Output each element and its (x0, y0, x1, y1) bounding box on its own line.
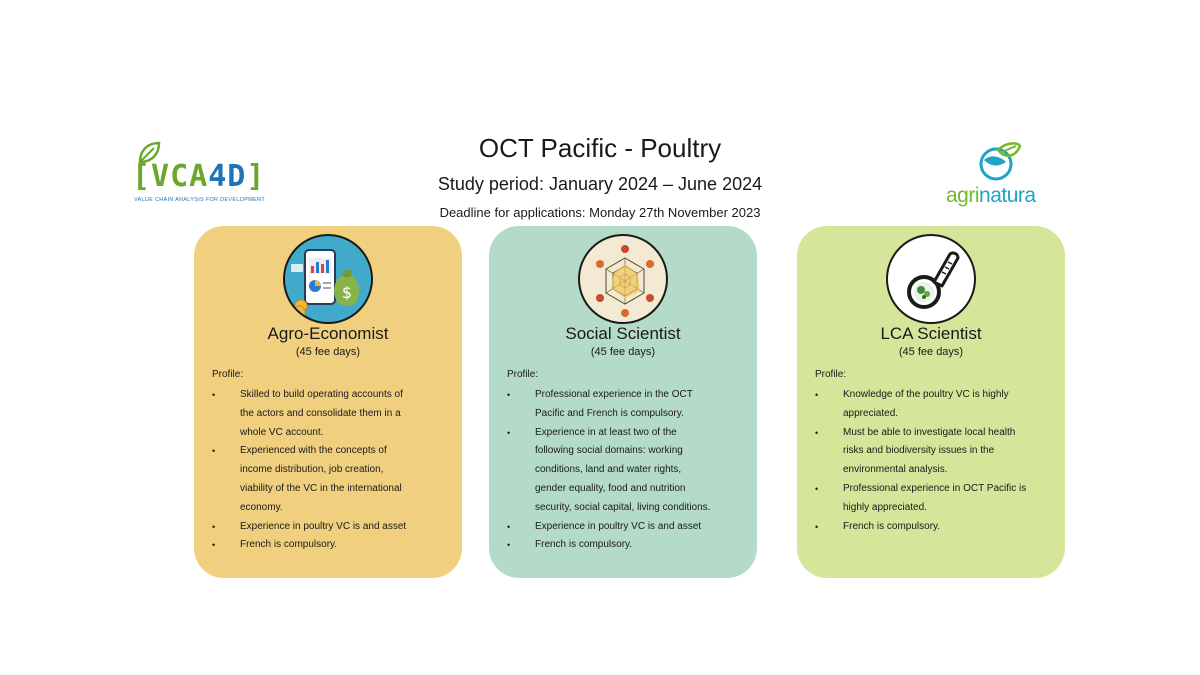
vca4d-logo (132, 140, 272, 210)
vca4d-tagline: VALUE CHAIN ANALYSIS FOR DEVELOPMENT (134, 197, 266, 203)
list-item: economy. (240, 501, 283, 513)
svg-text:$: $ (341, 283, 353, 302)
profile-label: Profile: (507, 369, 539, 380)
agrinatura-wordmark: agrinatura (946, 184, 1036, 207)
agrinatura-logo (940, 140, 1050, 212)
list-item: environmental analysis. (843, 464, 948, 476)
clipped-subtitle (0, 118, 1200, 128)
list-item: • Experience in poultry VC is and asset (212, 518, 432, 537)
card-social-scientist (489, 226, 757, 578)
radar-chart-icon (578, 234, 668, 324)
list-item: income distribution, job creation, (240, 464, 384, 476)
list-item: appreciated. (843, 407, 899, 419)
list-item: • French is compulsory. (507, 536, 727, 555)
finance-dashboard-icon (283, 234, 373, 324)
list-item: whole VC account. (240, 426, 324, 438)
fee-days: (45 fee days) (898, 346, 964, 358)
fee-days: (45 fee days) (590, 346, 656, 358)
study-period: Study period: January 2024 – June 2024 (437, 174, 763, 194)
application-deadline: Deadline for applications: Monday 27th November 2023 (439, 205, 761, 220)
profile-list (815, 386, 1035, 536)
list-item: gender equality, food and nutrition (535, 482, 686, 494)
profile-label: Profile: (815, 369, 847, 380)
list-item: • Professional experience in the OCT (507, 386, 727, 405)
list-item: viability of the VC in the international (240, 482, 402, 494)
profile-label: Profile: (212, 369, 244, 380)
role-title: Social Scientist (565, 324, 681, 343)
fee-days: (45 fee days) (295, 346, 361, 358)
profile-list (212, 386, 432, 555)
role-title: Agro-Economist (267, 324, 389, 343)
leaf-globe-icon (976, 140, 1022, 184)
card-lca-scientist (797, 226, 1065, 578)
list-item: following social domains: working (535, 445, 683, 457)
list-item: • Experienced with the concepts of (212, 442, 432, 461)
list-item: • Professional experience in OCT Pacific is (815, 480, 1035, 499)
list-item: • French is compulsory. (815, 518, 1035, 537)
card-agro-economist (194, 226, 462, 578)
list-item: highly appreciated. (843, 501, 927, 513)
profile-list (507, 386, 727, 555)
page-title: OCT Pacific - Poultry (478, 133, 722, 163)
list-item: security, social capital, living conditions. (535, 501, 711, 513)
list-item: Pacific and French is compulsory. (535, 407, 684, 419)
list-item: • French is compulsory. (212, 536, 432, 555)
vca4d-wordmark: [VCA4D] (132, 159, 266, 194)
list-item: • Must be able to investigate local health (815, 424, 1035, 443)
role-title: LCA Scientist (880, 324, 982, 343)
list-item: • Experience in at least two of the (507, 424, 727, 443)
list-item: • Knowledge of the poultry VC is highly (815, 386, 1035, 405)
list-item: conditions, land and water rights, (535, 464, 682, 476)
list-item: • Experience in poultry VC is and asset (507, 518, 727, 537)
list-item: the actors and consolidate them in a (240, 407, 401, 419)
list-item: risks and biodiversity issues in the (843, 445, 995, 457)
magnifier-thermometer-icon (886, 234, 976, 324)
list-item: • Skilled to build operating accounts of (212, 386, 432, 405)
